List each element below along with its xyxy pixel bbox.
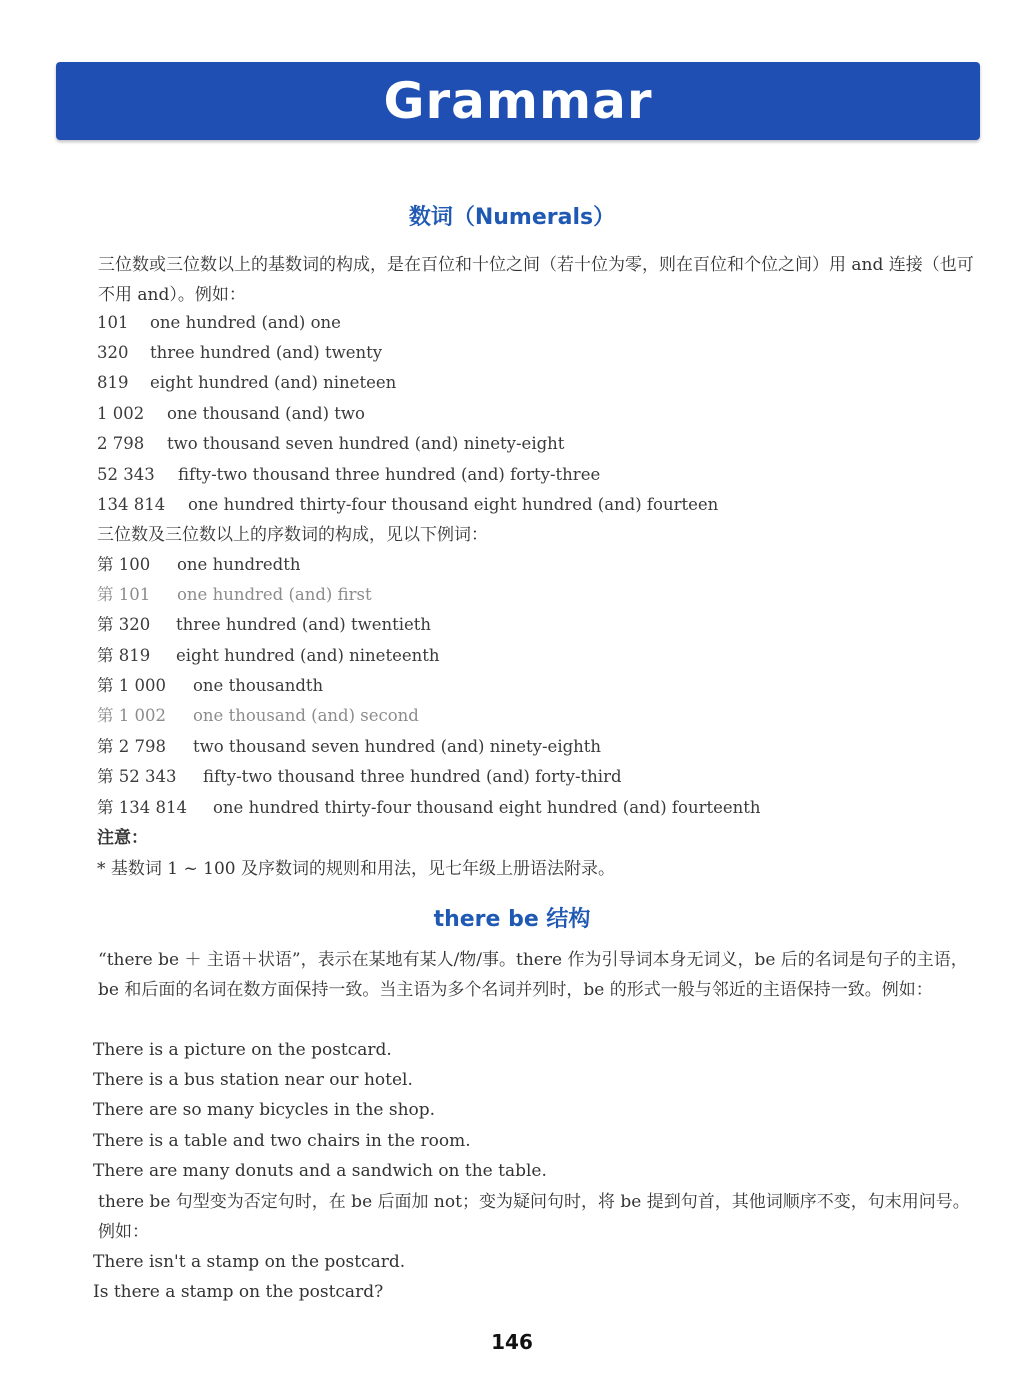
there-be-example: There is a table and two chairs in the room. bbox=[93, 1131, 471, 1151]
grammar-banner bbox=[56, 62, 980, 140]
there-be-example: There is a bus station near our hotel. bbox=[93, 1070, 413, 1090]
numerals-title: 数词（Numerals） bbox=[408, 205, 616, 230]
ordinal-example: 第 134 814 one hundred thirty-four thousand eight hundred (and) fourteenth bbox=[97, 798, 761, 817]
cardinal-example: 819 eight hundred (and) nineteen bbox=[97, 373, 397, 392]
negation-example: Is there a stamp on the postcard? bbox=[93, 1282, 384, 1302]
cardinal-example: 52 343 fifty-two thousand three hundred (and) forty-three bbox=[97, 465, 601, 484]
banner-title: Grammar bbox=[383, 72, 653, 130]
ordinal-example: 第 1 002 one thousand (and) second bbox=[97, 706, 419, 725]
cardinal-example: 101 one hundred (and) one bbox=[97, 313, 341, 332]
cardinal-example: 320 three hundred (and) twenty bbox=[97, 343, 383, 362]
there-be-intro: “there be ＋ 主语＋状语”，表示在某地有某人/物/事。there 作为引导词本身无词义，be 后的名词是句子的主语，be 和后面的名词在数方面保持一致。当主语为多个名词并列时，be 的形式一般与邻近的主语保持一致。例如： bbox=[98, 950, 968, 1000]
note-text: * 基数词 1 ~ 100 及序数词的规则和用法，见七年级上册语法附录。 bbox=[97, 859, 616, 879]
cardinal-example: 2 798 two thousand seven hundred (and) ninety-eight bbox=[97, 434, 565, 453]
negation-intro: there be 句型变为否定句时，在 be 后面加 not；变为疑问句时，将 be 提到句首，其他词顺序不变，句末用问号。例如： bbox=[98, 1192, 970, 1242]
ordinal-example: 第 100 one hundredth bbox=[97, 555, 301, 574]
ordinal-example: 第 2 798 two thousand seven hundred (and) ninety-eighth bbox=[97, 737, 602, 756]
cardinal-example: 134 814 one hundred thirty-four thousand eight hundred (and) fourteen bbox=[97, 495, 719, 514]
cardinal-example: 1 002 one thousand (and) two bbox=[97, 404, 365, 423]
note-label: 注意： bbox=[97, 828, 148, 848]
ordinal-example: 第 101 one hundred (and) first bbox=[97, 585, 372, 604]
ordinal-example: 第 320 three hundred (and) twentieth bbox=[97, 615, 432, 634]
numerals-intro: 三位数或三位数以上的基数词的构成，是在百位和十位之间（若十位为零，则在百位和个位之间）用 and 连接（也可不用 and）。例如： bbox=[98, 255, 974, 305]
ordinal-example: 第 1 000 one thousandth bbox=[97, 676, 324, 695]
ordinal-example: 第 819 eight hundred (and) nineteenth bbox=[97, 646, 440, 665]
ordinal-intro: 三位数及三位数以上的序数词的构成，见以下例词： bbox=[97, 525, 488, 545]
there-be-example: There is a picture on the postcard. bbox=[93, 1040, 392, 1060]
there-be-example: There are so many bicycles in the shop. bbox=[93, 1100, 436, 1120]
page-number: 146 bbox=[491, 1330, 533, 1354]
there-be-title: there be 结构 bbox=[433, 907, 591, 932]
there-be-example: There are many donuts and a sandwich on the table. bbox=[93, 1161, 547, 1181]
ordinal-example: 第 52 343 fifty-two thousand three hundred (and) forty-third bbox=[97, 767, 622, 786]
negation-example: There isn't a stamp on the postcard. bbox=[93, 1252, 406, 1272]
